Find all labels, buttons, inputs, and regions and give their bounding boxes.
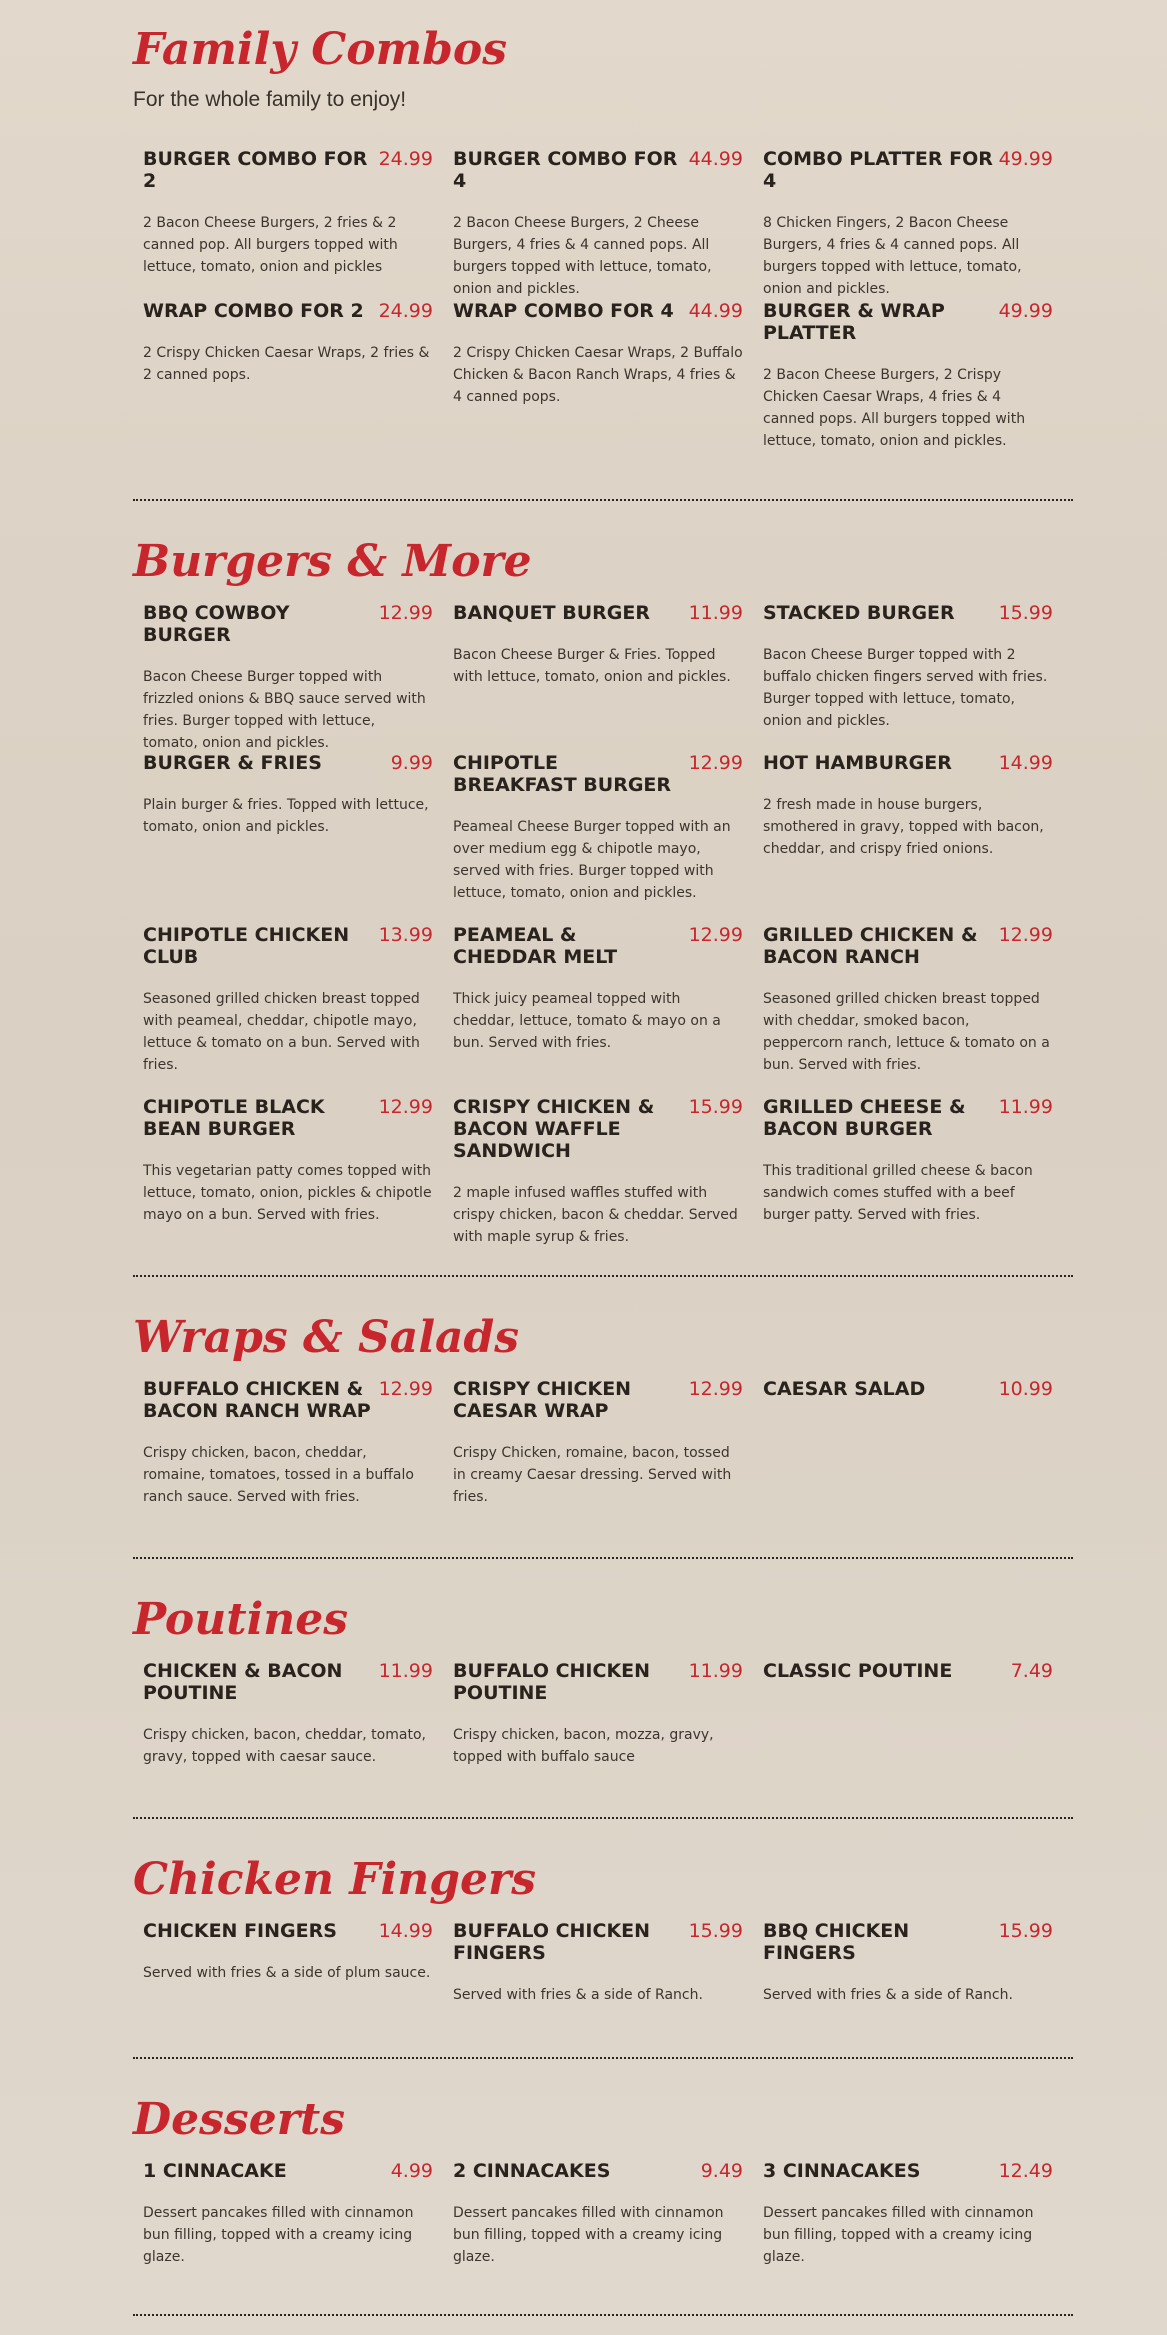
item-name: 1 CINNACAKE (143, 2160, 287, 2182)
item-price: 12.99 (688, 752, 743, 774)
item-description: Served with fries & a side of Ranch. (453, 1987, 703, 2003)
item-price: 15.99 (688, 1920, 743, 1942)
item-price: 15.99 (998, 602, 1053, 624)
menu-grid-wraps-salads (133, 1378, 1063, 1508)
section-poutines (133, 1594, 349, 1645)
item-price: 44.99 (688, 148, 743, 170)
item-name: BURGER & WRAP PLATTER (763, 300, 945, 344)
item-description: Bacon Cheese Burger topped with 2 buffalo chicken fingers served with fries. Burger topped with lettuce, tomato, onion and pickles. (763, 647, 1048, 729)
item-description: 2 Crispy Chicken Caesar Wraps, 2 fries & 2 canned pops. (143, 345, 430, 383)
item-name: CHIPOTLE BREAKFAST BURGER (453, 752, 672, 796)
section-subtitle: For the whole family to enjoy! (133, 88, 407, 111)
section-title: Poutines (133, 1594, 349, 1645)
section-divider (133, 1817, 1073, 1819)
item-name: HOT HAMBURGER (763, 752, 952, 774)
item-name: CHIPOTLE BLACK BEAN BURGER (143, 1096, 325, 1140)
item-description: 2 Bacon Cheese Burgers, 2 Crispy Chicken Caesar Wraps, 4 fries & 4 canned pops. All burgers topped with lettuce, tomato, onion and pickles. (763, 367, 1026, 449)
item-name: CHICKEN FINGERS (143, 1920, 337, 1942)
item-name: BUFFALO CHICKEN & BACON RANCH WRAP (143, 1378, 371, 1422)
menu-item (753, 752, 1063, 924)
item-name: BBQ COWBOY BURGER (143, 602, 290, 646)
item-description: 2 Bacon Cheese Burgers, 2 Cheese Burgers, 4 fries & 4 canned pops. All burgers topped with lettuce, tomato, onion and pickles. (453, 215, 712, 297)
section-divider (133, 2057, 1073, 2059)
section-wraps-salads (133, 1312, 520, 1363)
item-name: BANQUET BURGER (453, 602, 650, 624)
menu-item (133, 1920, 443, 2006)
menu-grid-family-combos (133, 148, 1063, 452)
item-description: Seasoned grilled chicken breast topped with peameal, cheddar, chipotle mayo, lettuce & tomato on a bun. Served with fries. (143, 991, 420, 1073)
item-description: Crispy chicken, bacon, mozza, gravy, topped with buffalo sauce (453, 1727, 714, 1765)
menu-item (753, 148, 1063, 300)
item-name: BUFFALO CHICKEN POUTINE (453, 1660, 651, 1704)
item-name: GRILLED CHICKEN & BACON RANCH (763, 924, 978, 968)
item-name: COMBO PLATTER FOR 4 (763, 148, 993, 192)
menu-item (753, 2160, 1063, 2268)
item-price: 10.99 (998, 1378, 1053, 1400)
item-price: 11.99 (688, 1660, 743, 1682)
item-price: 14.99 (378, 1920, 433, 1942)
item-name: BURGER & FRIES (143, 752, 322, 774)
section-title: Family Combos (133, 24, 508, 75)
item-name: CRISPY CHICKEN & BACON WAFFLE SANDWICH (453, 1096, 655, 1162)
item-price: 7.49 (1010, 1660, 1053, 1682)
menu-item (443, 752, 753, 924)
item-description: Dessert pancakes filled with cinnamon bun filling, topped with a creamy icing glaze. (453, 2205, 724, 2265)
item-price: 49.99 (998, 148, 1053, 170)
item-name: WRAP COMBO FOR 4 (453, 300, 674, 322)
item-price: 15.99 (688, 1096, 743, 1118)
item-price: 12.99 (378, 1378, 433, 1400)
menu-item (133, 148, 443, 298)
item-price: 11.99 (688, 602, 743, 624)
item-price: 14.99 (998, 752, 1053, 774)
item-price: 12.99 (998, 924, 1053, 946)
menu-item (753, 1920, 1063, 2006)
menu-item (133, 602, 443, 752)
section-title: Chicken Fingers (133, 1854, 536, 1905)
item-name: CHICKEN & BACON POUTINE (143, 1660, 343, 1704)
item-description: Served with fries & a side of plum sauce. (143, 1965, 431, 1981)
menu-grid-chicken-fingers (133, 1920, 1063, 2006)
item-price: 13.99 (378, 924, 433, 946)
item-name: 2 CINNACAKES (453, 2160, 611, 2182)
menu-item (133, 300, 443, 452)
item-description: Thick juicy peameal topped with cheddar, lettuce, tomato & mayo on a bun. Served with fries. (453, 991, 721, 1051)
menu-item (133, 752, 443, 924)
item-price: 11.99 (998, 1096, 1053, 1118)
item-price: 12.49 (998, 2160, 1053, 2182)
section-family-combos (133, 24, 1073, 112)
menu-item (133, 924, 443, 1096)
item-description: Peameal Cheese Burger topped with an over medium egg & chipotle mayo, served with fries. Burger topped with lettuce, tomato, onion and pickles. (453, 819, 731, 901)
item-name: STACKED BURGER (763, 602, 955, 624)
menu-item (133, 1660, 443, 1768)
item-description: This traditional grilled cheese & bacon sandwich comes stuffed with a beef burger patty. Served with fries. (763, 1163, 1033, 1223)
item-name: BBQ CHICKEN FINGERS (763, 1920, 910, 1964)
section-divider (133, 2314, 1073, 2316)
item-description: 2 Crispy Chicken Caesar Wraps, 2 Buffalo Chicken & Bacon Ranch Wraps, 4 fries & 4 canned pops. (453, 345, 743, 405)
menu-item (753, 924, 1063, 1096)
item-price: 15.99 (998, 1920, 1053, 1942)
menu-item (443, 148, 753, 300)
item-price: 49.99 (998, 300, 1053, 322)
section-title: Desserts (133, 2094, 345, 2145)
menu-grid-desserts (133, 2160, 1063, 2268)
section-divider (133, 1275, 1073, 1277)
item-description: 2 Bacon Cheese Burgers, 2 fries & 2 canned pop. All burgers topped with lettuce, tomato, onion and pickles (143, 215, 398, 275)
item-description: This vegetarian patty comes topped with lettuce, tomato, onion, pickles & chipotle mayo on a bun. Served with fries. (143, 1163, 432, 1223)
item-price: 12.99 (688, 924, 743, 946)
item-description: Bacon Cheese Burger topped with frizzled onions & BBQ sauce served with fries. Burger topped with lettuce, tomato, onion and pickles. (143, 669, 426, 751)
section-divider (133, 499, 1073, 501)
item-price: 9.49 (700, 2160, 743, 2182)
menu-item (753, 1660, 1063, 1768)
item-price: 12.99 (378, 1096, 433, 1118)
item-name: PEAMEAL & CHEDDAR MELT (453, 924, 618, 968)
item-name: CHIPOTLE CHICKEN CLUB (143, 924, 350, 968)
item-description: Seasoned grilled chicken breast topped with cheddar, smoked bacon, peppercorn ranch, lettuce & tomato on a bun. Served with fries. (763, 991, 1050, 1073)
item-name: BURGER COMBO FOR 4 (453, 148, 678, 192)
menu-item (133, 1096, 443, 1248)
menu-item (443, 1920, 753, 2006)
menu-item (753, 1096, 1063, 1248)
item-description: 2 fresh made in house burgers, smothered in gravy, topped with bacon, cheddar, and crispy fried onions. (763, 797, 1044, 857)
item-description: Served with fries & a side of Ranch. (763, 1987, 1013, 2003)
menu-grid-poutines (133, 1660, 1063, 1768)
item-name: GRILLED CHEESE & BACON BURGER (763, 1096, 966, 1140)
menu-item (443, 2160, 753, 2268)
item-price: 9.99 (390, 752, 433, 774)
menu-item (133, 2160, 443, 2268)
menu-item (443, 602, 753, 752)
item-price: 11.99 (378, 1660, 433, 1682)
menu-item (443, 1378, 753, 1508)
section-title: Wraps & Salads (133, 1312, 520, 1363)
item-name: BURGER COMBO FOR 2 (143, 148, 368, 192)
menu-item (753, 602, 1063, 752)
item-description: Crispy chicken, bacon, cheddar, romaine, tomatoes, tossed in a buffalo ranch sauce. Served with fries. (143, 1445, 414, 1505)
section-desserts (133, 2094, 345, 2145)
item-price: 44.99 (688, 300, 743, 322)
item-name: WRAP COMBO FOR 2 (143, 300, 364, 322)
section-title: Burgers & More (133, 536, 532, 587)
item-price: 12.99 (688, 1378, 743, 1400)
menu-item (753, 300, 1063, 452)
menu-item (443, 1096, 753, 1248)
section-divider (133, 1557, 1073, 1559)
item-name: BUFFALO CHICKEN FINGERS (453, 1920, 651, 1964)
item-description: Crispy chicken, bacon, cheddar, tomato, gravy, topped with caesar sauce. (143, 1727, 426, 1765)
item-name: 3 CINNACAKES (763, 2160, 921, 2182)
item-description: Dessert pancakes filled with cinnamon bun filling, topped with a creamy icing glaze. (143, 2205, 414, 2265)
item-description: 8 Chicken Fingers, 2 Bacon Cheese Burgers, 4 fries & 4 canned pops. All burgers topped with lettuce, tomato, onion and pickles. (763, 215, 1022, 297)
item-price: 24.99 (378, 148, 433, 170)
item-description: Dessert pancakes filled with cinnamon bun filling, topped with a creamy icing glaze. (763, 2205, 1034, 2265)
menu-item (753, 1378, 1063, 1508)
item-price: 4.99 (390, 2160, 433, 2182)
menu-item (443, 1660, 753, 1768)
item-name: CRISPY CHICKEN CAESAR WRAP (453, 1378, 632, 1422)
menu-item (133, 1378, 443, 1508)
item-name: CAESAR SALAD (763, 1378, 926, 1400)
item-description: Crispy Chicken, romaine, bacon, tossed in creamy Caesar dressing. Served with fries. (453, 1445, 732, 1505)
section-burgers-more (133, 536, 532, 587)
menu-item (443, 300, 753, 452)
item-price: 24.99 (378, 300, 433, 322)
item-description: Plain burger & fries. Topped with lettuce, tomato, onion and pickles. (143, 797, 429, 835)
item-description: 2 maple infused waffles stuffed with crispy chicken, bacon & cheddar. Served with maple syrup & fries. (453, 1185, 738, 1245)
menu-item (443, 924, 753, 1096)
item-name: CLASSIC POUTINE (763, 1660, 953, 1682)
menu-grid-burgers-more (133, 602, 1063, 1248)
item-price: 12.99 (378, 602, 433, 624)
section-chicken-fingers (133, 1854, 536, 1905)
item-description: Bacon Cheese Burger & Fries. Topped with lettuce, tomato, onion and pickles. (453, 647, 731, 685)
